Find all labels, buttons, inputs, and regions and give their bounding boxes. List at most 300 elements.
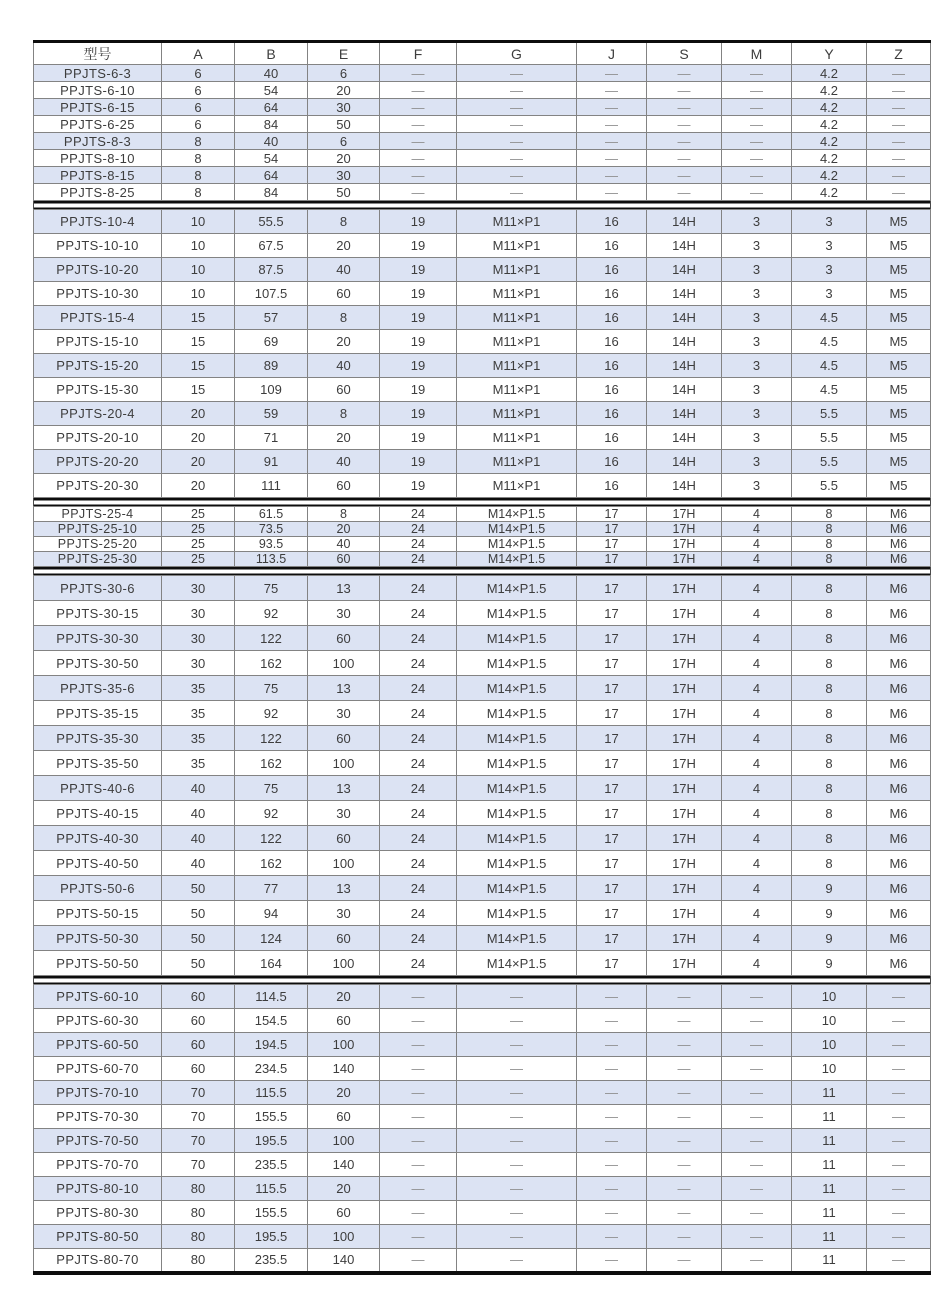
value-cell: 8 bbox=[792, 651, 867, 676]
value-cell: 70 bbox=[162, 1105, 235, 1129]
value-cell: — bbox=[380, 1033, 457, 1057]
value-cell: — bbox=[577, 1225, 647, 1249]
model-cell: PPJTS-25-30 bbox=[34, 552, 162, 567]
value-cell: 16 bbox=[577, 306, 647, 330]
value-cell: M11×P1 bbox=[457, 474, 577, 498]
value-cell: 100 bbox=[308, 751, 380, 776]
value-cell: 235.5 bbox=[235, 1249, 308, 1273]
value-cell: — bbox=[647, 1009, 722, 1033]
value-cell: M6 bbox=[867, 726, 931, 751]
table-section-1 bbox=[34, 210, 931, 498]
model-cell: PPJTS-30-15 bbox=[34, 601, 162, 626]
value-cell: 69 bbox=[235, 330, 308, 354]
model-cell: PPJTS-30-30 bbox=[34, 626, 162, 651]
value-cell: — bbox=[722, 1177, 792, 1201]
value-cell: 24 bbox=[380, 626, 457, 651]
value-cell: 17 bbox=[577, 701, 647, 726]
value-cell: M11×P1 bbox=[457, 306, 577, 330]
value-cell: 20 bbox=[308, 426, 380, 450]
value-cell: — bbox=[457, 65, 577, 82]
value-cell: 14H bbox=[647, 234, 722, 258]
section-separator bbox=[34, 976, 931, 985]
value-cell: 13 bbox=[308, 776, 380, 801]
section-separator bbox=[34, 201, 931, 210]
value-cell: 17H bbox=[647, 626, 722, 651]
value-cell: — bbox=[647, 1129, 722, 1153]
value-cell: — bbox=[380, 1249, 457, 1273]
model-cell: PPJTS-15-10 bbox=[34, 330, 162, 354]
value-cell: — bbox=[577, 167, 647, 184]
value-cell: 50 bbox=[308, 116, 380, 133]
value-cell: 4 bbox=[722, 626, 792, 651]
model-cell: PPJTS-80-70 bbox=[34, 1249, 162, 1273]
value-cell: 20 bbox=[162, 474, 235, 498]
model-cell: PPJTS-10-20 bbox=[34, 258, 162, 282]
value-cell: M14×P1.5 bbox=[457, 537, 577, 552]
model-cell: PPJTS-20-20 bbox=[34, 450, 162, 474]
value-cell: 87.5 bbox=[235, 258, 308, 282]
table-row bbox=[34, 474, 931, 498]
value-cell: M6 bbox=[867, 901, 931, 926]
value-cell: 4 bbox=[722, 601, 792, 626]
value-cell: — bbox=[457, 116, 577, 133]
model-cell: PPJTS-6-25 bbox=[34, 116, 162, 133]
value-cell: 8 bbox=[792, 701, 867, 726]
value-cell: 60 bbox=[162, 985, 235, 1009]
value-cell: 13 bbox=[308, 576, 380, 601]
value-cell: 5.5 bbox=[792, 402, 867, 426]
table-row bbox=[34, 726, 931, 751]
table-row bbox=[34, 901, 931, 926]
value-cell: 84 bbox=[235, 184, 308, 201]
value-cell: 114.5 bbox=[235, 985, 308, 1009]
value-cell: — bbox=[647, 1153, 722, 1177]
table-row bbox=[34, 522, 931, 537]
model-cell: PPJTS-15-4 bbox=[34, 306, 162, 330]
value-cell: — bbox=[380, 1201, 457, 1225]
table-row bbox=[34, 184, 931, 201]
value-cell: 20 bbox=[308, 1177, 380, 1201]
value-cell: 4 bbox=[722, 676, 792, 701]
table-row bbox=[34, 576, 931, 601]
value-cell: — bbox=[722, 184, 792, 201]
column-header-f: F bbox=[380, 42, 457, 65]
value-cell: M14×P1.5 bbox=[457, 522, 577, 537]
value-cell: 4.2 bbox=[792, 150, 867, 167]
value-cell: 17 bbox=[577, 601, 647, 626]
value-cell: — bbox=[722, 1153, 792, 1177]
table-row bbox=[34, 354, 931, 378]
value-cell: — bbox=[457, 150, 577, 167]
value-cell: 100 bbox=[308, 851, 380, 876]
value-cell: 24 bbox=[380, 576, 457, 601]
value-cell: — bbox=[722, 116, 792, 133]
model-cell: PPJTS-40-15 bbox=[34, 801, 162, 826]
value-cell: 4 bbox=[722, 751, 792, 776]
value-cell: M14×P1.5 bbox=[457, 851, 577, 876]
model-cell: PPJTS-25-4 bbox=[34, 507, 162, 522]
value-cell: — bbox=[380, 150, 457, 167]
value-cell: 15 bbox=[162, 354, 235, 378]
model-cell: PPJTS-8-3 bbox=[34, 133, 162, 150]
value-cell: 3 bbox=[722, 306, 792, 330]
value-cell: 19 bbox=[380, 378, 457, 402]
value-cell: 60 bbox=[308, 926, 380, 951]
value-cell: M6 bbox=[867, 926, 931, 951]
value-cell: M14×P1.5 bbox=[457, 701, 577, 726]
table-row bbox=[34, 985, 931, 1009]
value-cell: 4 bbox=[722, 901, 792, 926]
value-cell: 4 bbox=[722, 701, 792, 726]
value-cell: 3 bbox=[722, 210, 792, 234]
value-cell: M5 bbox=[867, 402, 931, 426]
value-cell: 24 bbox=[380, 522, 457, 537]
value-cell: 80 bbox=[162, 1249, 235, 1273]
value-cell: M5 bbox=[867, 306, 931, 330]
value-cell: 17H bbox=[647, 876, 722, 901]
value-cell: — bbox=[380, 184, 457, 201]
value-cell: 60 bbox=[308, 826, 380, 851]
value-cell: M6 bbox=[867, 826, 931, 851]
value-cell: 111 bbox=[235, 474, 308, 498]
value-cell: 80 bbox=[162, 1225, 235, 1249]
value-cell: 24 bbox=[380, 701, 457, 726]
section-separator bbox=[34, 567, 931, 576]
value-cell: 20 bbox=[308, 330, 380, 354]
value-cell: 17 bbox=[577, 576, 647, 601]
value-cell: — bbox=[380, 1129, 457, 1153]
column-header-a: A bbox=[162, 42, 235, 65]
value-cell: M14×P1.5 bbox=[457, 651, 577, 676]
value-cell: 19 bbox=[380, 306, 457, 330]
value-cell: — bbox=[867, 65, 931, 82]
table-row bbox=[34, 776, 931, 801]
value-cell: 122 bbox=[235, 626, 308, 651]
value-cell: — bbox=[457, 1225, 577, 1249]
value-cell: 35 bbox=[162, 751, 235, 776]
value-cell: 11 bbox=[792, 1129, 867, 1153]
value-cell: 4 bbox=[722, 776, 792, 801]
value-cell: 195.5 bbox=[235, 1129, 308, 1153]
value-cell: 75 bbox=[235, 576, 308, 601]
value-cell: M6 bbox=[867, 651, 931, 676]
table-row bbox=[34, 150, 931, 167]
value-cell: M5 bbox=[867, 450, 931, 474]
value-cell: — bbox=[380, 1225, 457, 1249]
value-cell: 40 bbox=[308, 450, 380, 474]
value-cell: 195.5 bbox=[235, 1225, 308, 1249]
value-cell: 5.5 bbox=[792, 474, 867, 498]
value-cell: 40 bbox=[162, 776, 235, 801]
value-cell: M14×P1.5 bbox=[457, 901, 577, 926]
column-header-model: 型号 bbox=[34, 42, 162, 65]
value-cell: — bbox=[722, 1057, 792, 1081]
table-row bbox=[34, 1105, 931, 1129]
value-cell: 14H bbox=[647, 282, 722, 306]
value-cell: 162 bbox=[235, 651, 308, 676]
value-cell: — bbox=[722, 1129, 792, 1153]
table-row bbox=[34, 507, 931, 522]
value-cell: M6 bbox=[867, 507, 931, 522]
table-row bbox=[34, 926, 931, 951]
model-cell: PPJTS-8-15 bbox=[34, 167, 162, 184]
value-cell: 40 bbox=[162, 801, 235, 826]
model-cell: PPJTS-60-30 bbox=[34, 1009, 162, 1033]
value-cell: 4 bbox=[722, 507, 792, 522]
model-cell: PPJTS-8-10 bbox=[34, 150, 162, 167]
value-cell: — bbox=[577, 1129, 647, 1153]
table-row bbox=[34, 258, 931, 282]
value-cell: 16 bbox=[577, 282, 647, 306]
value-cell: 19 bbox=[380, 258, 457, 282]
value-cell: 25 bbox=[162, 552, 235, 567]
value-cell: 24 bbox=[380, 552, 457, 567]
value-cell: 60 bbox=[162, 1009, 235, 1033]
value-cell: 40 bbox=[308, 258, 380, 282]
value-cell: — bbox=[457, 1129, 577, 1153]
model-cell: PPJTS-50-50 bbox=[34, 951, 162, 976]
value-cell: 24 bbox=[380, 826, 457, 851]
value-cell: — bbox=[577, 133, 647, 150]
value-cell: 14H bbox=[647, 258, 722, 282]
value-cell: — bbox=[457, 1033, 577, 1057]
value-cell: 6 bbox=[162, 99, 235, 116]
value-cell: 11 bbox=[792, 1153, 867, 1177]
model-cell: PPJTS-80-50 bbox=[34, 1225, 162, 1249]
value-cell: 8 bbox=[792, 601, 867, 626]
value-cell: 4.5 bbox=[792, 306, 867, 330]
value-cell: 17 bbox=[577, 651, 647, 676]
value-cell: 11 bbox=[792, 1081, 867, 1105]
value-cell: 30 bbox=[162, 576, 235, 601]
value-cell: — bbox=[722, 167, 792, 184]
value-cell: 5.5 bbox=[792, 450, 867, 474]
value-cell: 4.5 bbox=[792, 330, 867, 354]
value-cell: — bbox=[380, 1057, 457, 1081]
value-cell: 57 bbox=[235, 306, 308, 330]
value-cell: 13 bbox=[308, 676, 380, 701]
value-cell: 4.2 bbox=[792, 133, 867, 150]
model-cell: PPJTS-70-10 bbox=[34, 1081, 162, 1105]
table-row bbox=[34, 234, 931, 258]
value-cell: 17H bbox=[647, 951, 722, 976]
value-cell: 75 bbox=[235, 776, 308, 801]
value-cell: M11×P1 bbox=[457, 234, 577, 258]
value-cell: 17 bbox=[577, 552, 647, 567]
value-cell: 109 bbox=[235, 378, 308, 402]
value-cell: 100 bbox=[308, 1225, 380, 1249]
value-cell: 4.2 bbox=[792, 184, 867, 201]
value-cell: 10 bbox=[792, 1009, 867, 1033]
table-row bbox=[34, 676, 931, 701]
value-cell: M6 bbox=[867, 676, 931, 701]
value-cell: 4.2 bbox=[792, 82, 867, 99]
table-row bbox=[34, 1057, 931, 1081]
value-cell: 9 bbox=[792, 901, 867, 926]
value-cell: 15 bbox=[162, 378, 235, 402]
value-cell: 24 bbox=[380, 751, 457, 776]
value-cell: — bbox=[722, 1249, 792, 1273]
table-row bbox=[34, 1153, 931, 1177]
value-cell: 50 bbox=[308, 184, 380, 201]
value-cell: 10 bbox=[792, 985, 867, 1009]
separator-double-rule bbox=[34, 498, 931, 507]
value-cell: 25 bbox=[162, 507, 235, 522]
value-cell: 17 bbox=[577, 522, 647, 537]
value-cell: 61.5 bbox=[235, 507, 308, 522]
value-cell: M5 bbox=[867, 210, 931, 234]
value-cell: — bbox=[457, 1009, 577, 1033]
value-cell: M6 bbox=[867, 701, 931, 726]
value-cell: M5 bbox=[867, 474, 931, 498]
value-cell: 17H bbox=[647, 776, 722, 801]
model-cell: PPJTS-30-50 bbox=[34, 651, 162, 676]
value-cell: — bbox=[722, 99, 792, 116]
value-cell: M14×P1.5 bbox=[457, 776, 577, 801]
value-cell: 155.5 bbox=[235, 1201, 308, 1225]
value-cell: 11 bbox=[792, 1225, 867, 1249]
value-cell: — bbox=[647, 1105, 722, 1129]
value-cell: 4.2 bbox=[792, 65, 867, 82]
value-cell: 17H bbox=[647, 801, 722, 826]
value-cell: 30 bbox=[162, 651, 235, 676]
table-row bbox=[34, 701, 931, 726]
table-section-0 bbox=[34, 65, 931, 201]
value-cell: 35 bbox=[162, 701, 235, 726]
table-row bbox=[34, 116, 931, 133]
value-cell: 20 bbox=[308, 1081, 380, 1105]
value-cell: 5.5 bbox=[792, 426, 867, 450]
value-cell: — bbox=[722, 1081, 792, 1105]
value-cell: M6 bbox=[867, 951, 931, 976]
value-cell: 60 bbox=[308, 378, 380, 402]
table-row bbox=[34, 801, 931, 826]
value-cell: 60 bbox=[308, 552, 380, 567]
value-cell: 17 bbox=[577, 801, 647, 826]
value-cell: — bbox=[457, 167, 577, 184]
value-cell: 17 bbox=[577, 537, 647, 552]
table-row bbox=[34, 851, 931, 876]
table-row bbox=[34, 826, 931, 851]
value-cell: 4 bbox=[722, 926, 792, 951]
value-cell: 30 bbox=[308, 901, 380, 926]
value-cell: — bbox=[457, 1105, 577, 1129]
value-cell: 77 bbox=[235, 876, 308, 901]
model-cell: PPJTS-25-20 bbox=[34, 537, 162, 552]
value-cell: 8 bbox=[792, 726, 867, 751]
value-cell: M6 bbox=[867, 626, 931, 651]
value-cell: 3 bbox=[792, 258, 867, 282]
value-cell: 40 bbox=[162, 826, 235, 851]
value-cell: 19 bbox=[380, 354, 457, 378]
value-cell: 140 bbox=[308, 1249, 380, 1273]
value-cell: 19 bbox=[380, 234, 457, 258]
value-cell: 162 bbox=[235, 851, 308, 876]
value-cell: 3 bbox=[722, 354, 792, 378]
table-row bbox=[34, 552, 931, 567]
value-cell: 8 bbox=[792, 552, 867, 567]
value-cell: 8 bbox=[162, 184, 235, 201]
value-cell: — bbox=[457, 1177, 577, 1201]
value-cell: 17H bbox=[647, 651, 722, 676]
value-cell: 24 bbox=[380, 776, 457, 801]
value-cell: 10 bbox=[162, 210, 235, 234]
value-cell: M6 bbox=[867, 576, 931, 601]
model-cell: PPJTS-70-50 bbox=[34, 1129, 162, 1153]
value-cell: — bbox=[867, 116, 931, 133]
model-cell: PPJTS-50-6 bbox=[34, 876, 162, 901]
value-cell: M14×P1.5 bbox=[457, 601, 577, 626]
value-cell: — bbox=[457, 985, 577, 1009]
value-cell: 71 bbox=[235, 426, 308, 450]
value-cell: — bbox=[647, 150, 722, 167]
value-cell: 67.5 bbox=[235, 234, 308, 258]
value-cell: M6 bbox=[867, 751, 931, 776]
value-cell: 24 bbox=[380, 537, 457, 552]
value-cell: M5 bbox=[867, 282, 931, 306]
table-row bbox=[34, 626, 931, 651]
value-cell: 70 bbox=[162, 1129, 235, 1153]
model-cell: PPJTS-20-4 bbox=[34, 402, 162, 426]
value-cell: M14×P1.5 bbox=[457, 626, 577, 651]
value-cell: — bbox=[722, 1201, 792, 1225]
value-cell: — bbox=[380, 82, 457, 99]
value-cell: 3 bbox=[722, 258, 792, 282]
value-cell: — bbox=[867, 1033, 931, 1057]
value-cell: 8 bbox=[792, 507, 867, 522]
value-cell: 8 bbox=[308, 507, 380, 522]
value-cell: 3 bbox=[722, 474, 792, 498]
value-cell: 164 bbox=[235, 951, 308, 976]
separator-double-rule bbox=[34, 567, 931, 576]
value-cell: M11×P1 bbox=[457, 378, 577, 402]
value-cell: — bbox=[867, 1009, 931, 1033]
value-cell: 100 bbox=[308, 1129, 380, 1153]
value-cell: — bbox=[380, 1153, 457, 1177]
value-cell: 24 bbox=[380, 507, 457, 522]
table-row bbox=[34, 210, 931, 234]
value-cell: — bbox=[380, 1177, 457, 1201]
value-cell: 6 bbox=[162, 82, 235, 99]
model-cell: PPJTS-6-15 bbox=[34, 99, 162, 116]
value-cell: 10 bbox=[162, 282, 235, 306]
value-cell: — bbox=[647, 82, 722, 99]
model-cell: PPJTS-40-6 bbox=[34, 776, 162, 801]
value-cell: 3 bbox=[722, 402, 792, 426]
value-cell: — bbox=[457, 1057, 577, 1081]
table-row bbox=[34, 1177, 931, 1201]
value-cell: 24 bbox=[380, 801, 457, 826]
value-cell: 30 bbox=[308, 601, 380, 626]
value-cell: M14×P1.5 bbox=[457, 507, 577, 522]
value-cell: 14H bbox=[647, 306, 722, 330]
value-cell: 122 bbox=[235, 826, 308, 851]
table-row bbox=[34, 601, 931, 626]
value-cell: 92 bbox=[235, 801, 308, 826]
value-cell: M14×P1.5 bbox=[457, 726, 577, 751]
value-cell: 17H bbox=[647, 676, 722, 701]
value-cell: 8 bbox=[792, 751, 867, 776]
value-cell: 60 bbox=[308, 282, 380, 306]
value-cell: 60 bbox=[162, 1033, 235, 1057]
model-cell: PPJTS-20-10 bbox=[34, 426, 162, 450]
value-cell: 13 bbox=[308, 876, 380, 901]
value-cell: 40 bbox=[235, 65, 308, 82]
value-cell: 8 bbox=[308, 306, 380, 330]
table-row bbox=[34, 450, 931, 474]
value-cell: M11×P1 bbox=[457, 210, 577, 234]
value-cell: 17 bbox=[577, 876, 647, 901]
